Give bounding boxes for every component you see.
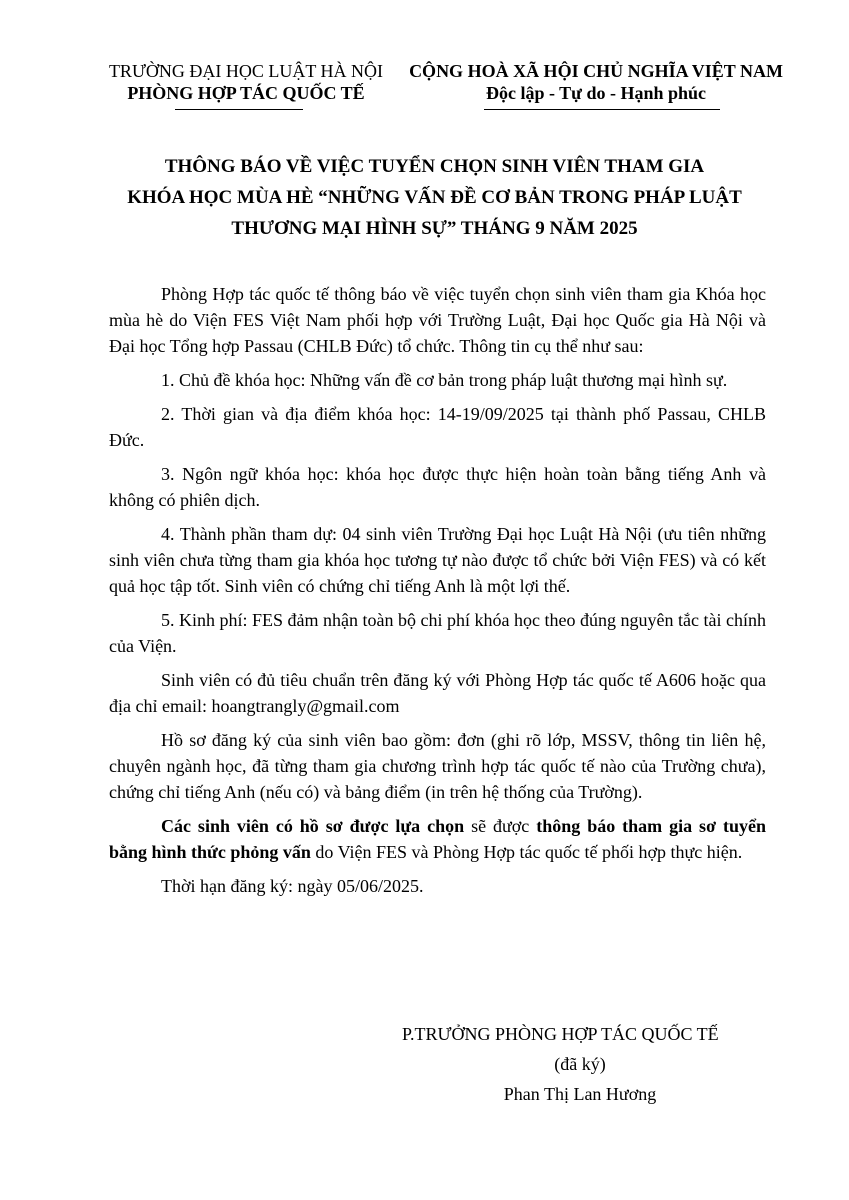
title-line-2: KHÓA HỌC MÙA HÈ “NHỮNG VẤN ĐỀ CƠ BẢN TRONG PHÁP LUẬT — [127, 187, 742, 208]
issuer-underline — [175, 109, 303, 110]
document-body — [109, 281, 766, 907]
title-line-1: THÔNG BÁO VỀ VIỆC TUYỂN CHỌN SINH VIÊN THAM GIA — [164, 156, 705, 177]
item-topic: 1. Chủ đề khóa học: Những vấn đề cơ bản trong pháp luật thương mại hình sự. — [161, 370, 728, 390]
signed-note: (đã ký) — [554, 1054, 606, 1074]
signer-name: Phan Thị Lan Hương — [503, 1084, 657, 1104]
national-header — [396, 60, 796, 104]
selection-text-2: do Viện FES và Phòng Hợp tác quốc tế phối hợp thực hiện. — [310, 842, 743, 862]
deadline-paragraph: Thời hạn đăng ký: ngày 05/06/2025. — [161, 876, 424, 896]
country-name: CỘNG HOÀ XÃ HỘI CHỦ NGHĨA VIỆT NAM — [409, 61, 783, 81]
item-language: 3. Ngôn ngữ khóa học: khóa học được thực hiện hoàn toàn bằng tiếng Anh và không có phiên dịch. — [109, 464, 766, 510]
university-name: TRƯỜNG ĐẠI HỌC LUẬT HÀ NỘI — [108, 61, 384, 81]
item-time-location: 2. Thời gian và địa điểm khóa học: 14-19/09/2025 tại thành phố Passau, CHLB Đức. — [109, 404, 766, 450]
selection-text-1: sẽ được — [464, 816, 537, 836]
dossier-paragraph: Hồ sơ đăng ký của sinh viên bao gồm: đơn (ghi rõ lớp, MSSV, thông tin liên hệ, chuyên ngành học, đã từng tham gia chương trình hợp tác quốc tế nào của Trường chưa), chứng chỉ tiếng Anh (nếu có) và bảng điểm (in trên hệ thống của Trường). — [109, 730, 766, 802]
issuer-header — [96, 60, 396, 104]
document-title — [60, 151, 809, 244]
signer-title: P.TRƯỞNG PHÒNG HỢP TÁC QUỐC TẾ — [402, 1024, 719, 1044]
title-line-3: THƯƠNG MẠI HÌNH SỰ” THÁNG 9 NĂM 2025 — [231, 218, 638, 239]
signature-block — [380, 1019, 780, 1109]
registration-paragraph: Sinh viên có đủ tiêu chuẩn trên đăng ký với Phòng Hợp tác quốc tế A606 hoặc qua địa chỉ email: hoangtrangly@gmail.com — [109, 670, 766, 716]
item-participants: 4. Thành phần tham dự: 04 sinh viên Trường Đại học Luật Hà Nội (ưu tiên những sinh viên chưa từng tham gia khóa học tương tự nào được tổ chức bởi Viện FES) và có kết quả học tập tốt. Sinh viên có chứng chỉ tiếng Anh là một lợi thế. — [109, 524, 766, 596]
selection-bold-1: Các sinh viên có hồ sơ được lựa chọn — [161, 816, 465, 836]
intro-paragraph: Phòng Hợp tác quốc tế thông báo về việc tuyển chọn sinh viên tham gia Khóa học mùa hè do Viện FES Việt Nam phối hợp với Trường Luật, Đại học Quốc gia Hà Nội và Đại học Tổng hợp Passau (CHLB Đức) tổ chức. Thông tin cụ thể như sau: — [109, 284, 766, 356]
selection-bold-2: thông báo tham gia sơ tuyển bằng hình thức phỏng vấn — [109, 816, 766, 862]
item-funding: 5. Kinh phí: FES đảm nhận toàn bộ chi phí khóa học theo đúng nguyên tắc tài chính của Viện. — [109, 610, 766, 656]
selection-paragraph — [109, 813, 766, 865]
department-name: PHÒNG HỢP TÁC QUỐC TẾ — [127, 83, 365, 103]
motto-underline — [484, 109, 720, 110]
national-motto: Độc lập - Tự do - Hạnh phúc — [485, 83, 707, 103]
